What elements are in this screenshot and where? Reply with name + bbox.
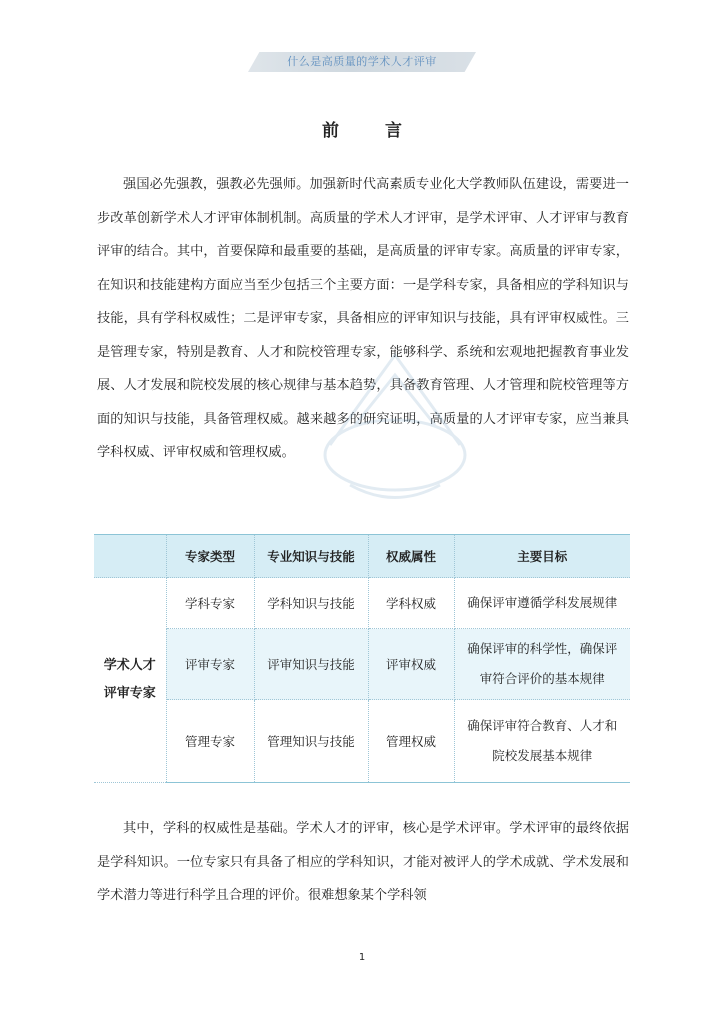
table-cell: 学科专家 (166, 578, 254, 629)
page-number: 1 (358, 952, 366, 963)
table-row (94, 629, 630, 700)
group-label-line: 学术人才 (103, 658, 156, 673)
page-title: 前 言 (322, 121, 422, 141)
group-label-cell (94, 578, 166, 783)
table-header-cell: 权威属性 (368, 535, 454, 578)
table-cell: 学科权威 (368, 578, 454, 629)
table-row (94, 700, 630, 783)
table-cell: 管理专家 (166, 700, 254, 783)
goal-line: 确保评审遵循学科发展规律 (467, 595, 618, 610)
table-cell: 评审专家 (166, 629, 254, 700)
table-cell: 管理知识与技能 (254, 700, 368, 783)
body-paragraph: 其中，学科的权威性是基础。学术人才的评审，核心是学术评审。学术评审的最终依据是学科知识。一位专家只有具备了相应的学科知识，才能对被评人的学术成就、学术发展和学术潜力等进行科学且合理的评价。很难想象某个学科领 (97, 821, 629, 903)
table-header-cell: 专家类型 (166, 535, 254, 578)
table-cell (454, 700, 630, 783)
table-cell (454, 578, 630, 629)
table-header-cell: 主要目标 (454, 535, 630, 578)
running-header: 什么是高质量的学术人才评审 (287, 55, 437, 68)
table-header-row (94, 535, 630, 578)
group-label-line: 评审专家 (103, 686, 156, 701)
table-header-cell: 专业知识与技能 (254, 535, 368, 578)
body-paragraph: 强国必先强教，强教必先强师。加强新时代高素质专业化大学教师队伍建设，需要进一步改革创新学术人才评审体制机制。高质量的学术人才评审，是学术评审、人才评审与教育评审的结合。其中，首要保障和最重要的基础，是高质量的评审专家。高质量的评审专家，在知识和技能建构方面应当至少包括三个主要方面：一是学科专家，具备相应的学科知识与技能，具有学科权威性；二是评审专家，具备相应的评审知识与技能，具有评审权威性。三是管理专家，特别是教育、人才和院校管理专家，能够科学、系统和宏观地把握教育事业发展、人才发展和院校发展的核心规律与基本趋势，具备教育管理、人才管理和院校管理等方面的知识与技能，具备管理权威。越来越多的研究证明，高质量的人才评审专家，应当兼具学科权威、评审权威和管理权威。 (97, 177, 629, 460)
goal-line: 审符合评价的基本规律 (479, 671, 605, 686)
table-row (94, 578, 630, 629)
expert-type-table (94, 534, 630, 783)
goal-line: 院校发展基本规律 (492, 748, 593, 763)
table-cell: 评审权威 (368, 629, 454, 700)
table-cell: 评审知识与技能 (254, 629, 368, 700)
goal-line: 确保评审符合教育、人才和 (467, 718, 618, 733)
table-header-cell (94, 535, 166, 578)
table-cell: 管理权威 (368, 700, 454, 783)
table-cell (454, 629, 630, 700)
goal-line: 确保评审的科学性，确保评 (467, 641, 618, 656)
table-cell: 学科知识与技能 (254, 578, 368, 629)
